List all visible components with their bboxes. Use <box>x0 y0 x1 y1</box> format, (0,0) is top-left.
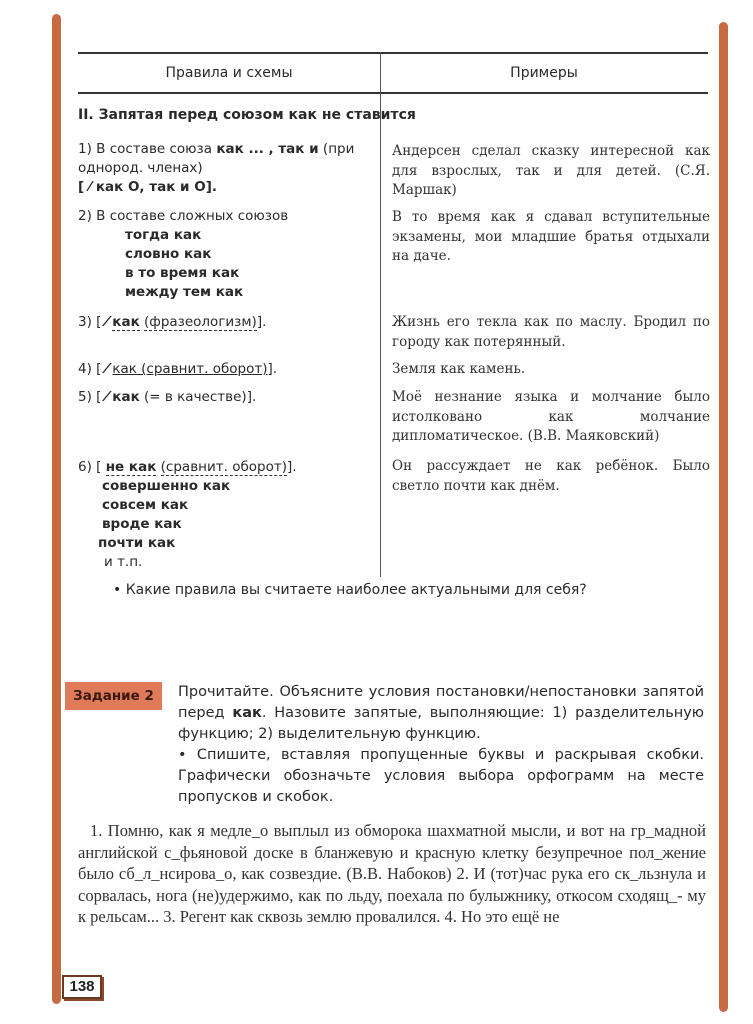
conjunction-item: почти как <box>98 535 176 551</box>
bracket: [ <box>96 459 102 475</box>
task-keyword: как <box>232 705 262 721</box>
example-6: Он рассуждает не как ребёнок. Было светло почти как днём. <box>392 458 710 494</box>
rule-5 <box>78 388 378 407</box>
task-text-part: . Назовите запятые, выполняющие: 1) разделительную функцию; 2) выделительную функцию. <box>178 705 705 742</box>
rule-note: (сравнит. оборот) <box>160 459 287 475</box>
rule-3 <box>78 313 378 332</box>
rule-2 <box>78 207 378 302</box>
page-number: 138 <box>62 975 102 999</box>
rule-1 <box>78 140 378 197</box>
bracket: ]. <box>246 389 257 405</box>
rule-keyword: как (сравнит. оборот) <box>112 361 268 377</box>
rule-keyword: как <box>112 314 140 330</box>
bracket: [ <box>96 389 102 405</box>
conjunction-item: тогда как <box>125 227 202 243</box>
rule-number: 2) <box>78 208 92 224</box>
etc-note: и т.п. <box>104 554 143 570</box>
conjunction-item: в то время как <box>125 265 240 281</box>
bracket: [ <box>96 314 102 330</box>
rule-note: (при однород. членах) <box>78 141 355 176</box>
table-header <box>78 54 708 92</box>
conjunction-item: совершенно как <box>102 478 231 494</box>
conjunction-item: словно как <box>125 246 212 262</box>
table-header-rule <box>78 92 708 94</box>
crossed-comma-icon: ⁄ <box>105 389 108 405</box>
section-title: II. Запятая перед союзом как не ставится <box>78 107 416 123</box>
task-label: Задание 2 <box>65 682 162 710</box>
rule-4 <box>78 360 378 379</box>
rule-scheme: [ ⁄ как О, так и О]. <box>78 179 217 195</box>
rule-note: (фразеологизм) <box>144 314 257 330</box>
rule-number: 4) <box>78 361 92 377</box>
rules-table <box>78 52 708 94</box>
bracket: [ <box>96 361 102 377</box>
example-5: Моё незнание языка и молчание было истолковано как молчание дипломатическое. (В.В. Маяковский) <box>392 389 710 444</box>
rule-6 <box>78 458 378 572</box>
rule-note: (= в качестве) <box>144 389 247 405</box>
col-header-examples: Примеры <box>510 65 578 81</box>
rule-number: 5) <box>78 389 92 405</box>
exercise-text: 1. Помню, как я медле_о выплыл из обморока шахматной мысли, и вот на гр_мадной английской с_фьяновой доске в бланжевую и красную клетку безупречное пол_жение было сб_л_нсирова_о, как созвездие. (В.В. Набоков) 2. И (тот)час рука его ск_льзнула и сорвалась, нога (не)удержимо, как по льду, поехала по булыжнику, откосом сходящ_- му к рельсам... 3. Регент как сквозь землю провалился. 4. Но это ещё не <box>78 821 706 926</box>
column-divider <box>380 52 381 577</box>
right-margin-bar <box>719 22 728 1012</box>
rule-number: 3) <box>78 314 92 330</box>
conjunction-item: совсем как <box>102 497 189 513</box>
bracket: ]. <box>267 361 278 377</box>
example-4: Земля как камень. <box>392 361 526 377</box>
rule-text: В составе союза <box>96 141 213 157</box>
bracket: ]. <box>256 314 267 330</box>
bracket: ]. <box>287 459 297 475</box>
task-text-part: Прочитайте. Объясните условия постановки/непостановки запятой перед <box>178 684 704 721</box>
col-header-rules: Правила и схемы <box>165 65 293 81</box>
left-margin-bar <box>52 14 61 1004</box>
example-3: Жизнь его текла как по маслу. Бродил по городу как потерянный. <box>392 314 710 350</box>
rule-keyword: как ... , так и <box>216 141 319 157</box>
rule-keyword: как <box>112 389 140 405</box>
rule-text: В составе сложных союзов <box>96 208 289 224</box>
conjunction-item: между тем как <box>125 284 244 300</box>
rule-number: 6) <box>78 459 92 475</box>
reflection-question: • Какие правила вы считаете наиболее актуальными для себя? <box>113 582 587 598</box>
task-instructions <box>178 682 704 808</box>
task-subtask: • Спишите, вставляя пропущенные буквы и раскрывая скобки. Графически обозначьте условия выбора орфограмм на месте пропусков и скобок. <box>178 747 704 805</box>
crossed-comma-icon: ⁄ <box>105 361 108 377</box>
rule-keyword: не как <box>105 459 157 475</box>
crossed-comma-icon: ⁄ <box>105 314 108 330</box>
rule-number: 1) <box>78 141 92 157</box>
conjunction-item: вроде как <box>102 516 182 532</box>
example-1: Андерсен сделал сказку интересной как для взрослых, так и для детей. (С.Я. Маршак) <box>392 143 710 198</box>
example-2: В то время как я сдавал вступительные экзамены, мои младшие братья отдыхали на даче. <box>392 209 710 264</box>
